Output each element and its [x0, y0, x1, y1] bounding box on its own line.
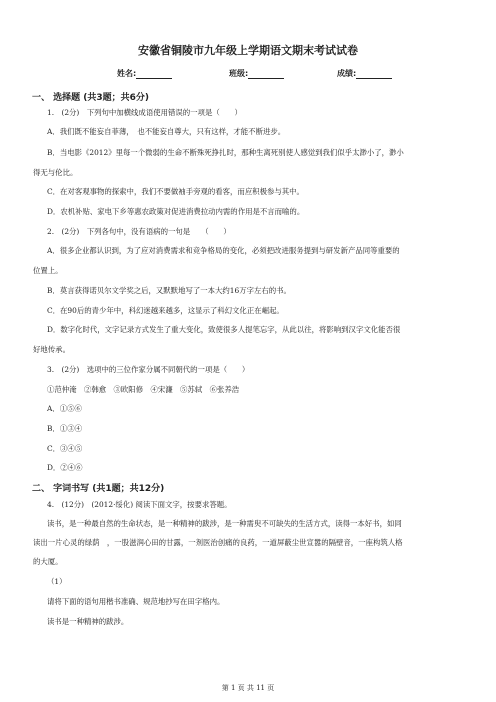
copy-sentence: 读书是一种精神的跋涉。	[47, 617, 129, 626]
question-stem: 4. (12分) (2012·绥化) 阅读下面文字，按要求答题。	[47, 500, 232, 509]
option-line: A．①⑤⑥	[47, 404, 82, 413]
option-line: A．很多企业都认识到，为了应对消费需求和竞争格局的变化，必须把改进服务提到与研发新产品同等重要的	[47, 246, 400, 255]
option-continuation: 得无与伦比。	[33, 168, 78, 177]
option-line: B．莫言获得诺贝尔文学奖之后，又默默地写了一本大约16万字左右的书。	[47, 286, 291, 295]
option-line: D．农机补贴、家电下乡等惠农政策对促进消费拉动内需的作用是不言而喻的。	[47, 207, 305, 216]
option-line: D．数字化时代，文字记录方式发生了重大变化，致使很多人提笔忘字，从此以往，将影响到汉字文化能否很	[47, 325, 401, 334]
section-heading: 二、 字词书写 (共1题；共12分)	[32, 484, 165, 494]
instruction-line: 请将下面的语句用楷书准确、规范地抄写在田字格内。	[47, 597, 225, 606]
option-line: D．②④⑥	[47, 463, 83, 472]
score-blank	[356, 69, 392, 79]
author-list: ①范仲淹 ②韩愈 ③欧阳修 ④宋濂 ⑤苏轼 ⑥张养浩	[47, 385, 240, 394]
passage-line: 的大厦。	[33, 557, 63, 566]
option-line: B．当电影《2012》里每一个微弱的生命不断殊死挣扎时，那种生离死别使人感觉到我们似乎太渺小了，渺小	[47, 148, 404, 157]
class-blank	[248, 69, 284, 79]
page-title: 安徽省铜陵市九年级上学期语文期末考试试卷	[138, 44, 358, 57]
option-continuation: 好地传承。	[33, 345, 70, 354]
page-footer: 第 1 页 共 11 页	[221, 684, 275, 692]
name-field	[117, 68, 172, 79]
subquestion-number: （1）	[47, 577, 67, 586]
option-line: C．在对客观事物的探索中，我们不要做袖手旁观的看客，而应积极参与其中。	[47, 187, 304, 196]
option-line: C．在90后的青少年中，科幻迷越来越多，这显示了科幻文化正在崛起。	[47, 306, 284, 315]
question-stem: 1. (2分) 下列句中加横线成语使用错误的一项是（ ）	[47, 108, 242, 117]
option-line: B．①③④	[47, 424, 82, 433]
name-blank	[136, 69, 172, 79]
class-field	[229, 68, 284, 79]
passage-line: 读书，是一种最自然的生命状态，是一种精神的跋涉，是一种需臾不可缺失的生活方式，读得一本好书，如同	[47, 519, 402, 528]
question-stem: 3. (2分) 选项中的三位作家分属不同朝代的一项是（ ）	[47, 365, 250, 374]
option-line: C．③④⑤	[47, 444, 83, 453]
option-continuation: 位置上。	[33, 266, 63, 275]
option-line: A．我们既不能妄自菲薄， 也不能妄自尊大，只有这样，才能不断进步。	[47, 127, 286, 136]
class-label: 班级:	[229, 69, 249, 78]
score-label: 成绩:	[337, 69, 357, 78]
question-stem: 2. (2分) 下列各句中，没有语病的一句是 （ ）	[47, 227, 231, 236]
score-field	[337, 68, 392, 79]
passage-line: 读出一片心灵的绿荫 ，一股滋润心田的甘露，一剂医治创痛的良药，一道屏蔽尘世宣嚣的隔壁音，一座构筑人格	[33, 538, 403, 547]
section-heading: 一、 选择题 (共3题；共6分)	[32, 93, 150, 103]
name-label: 姓名:	[117, 69, 137, 78]
